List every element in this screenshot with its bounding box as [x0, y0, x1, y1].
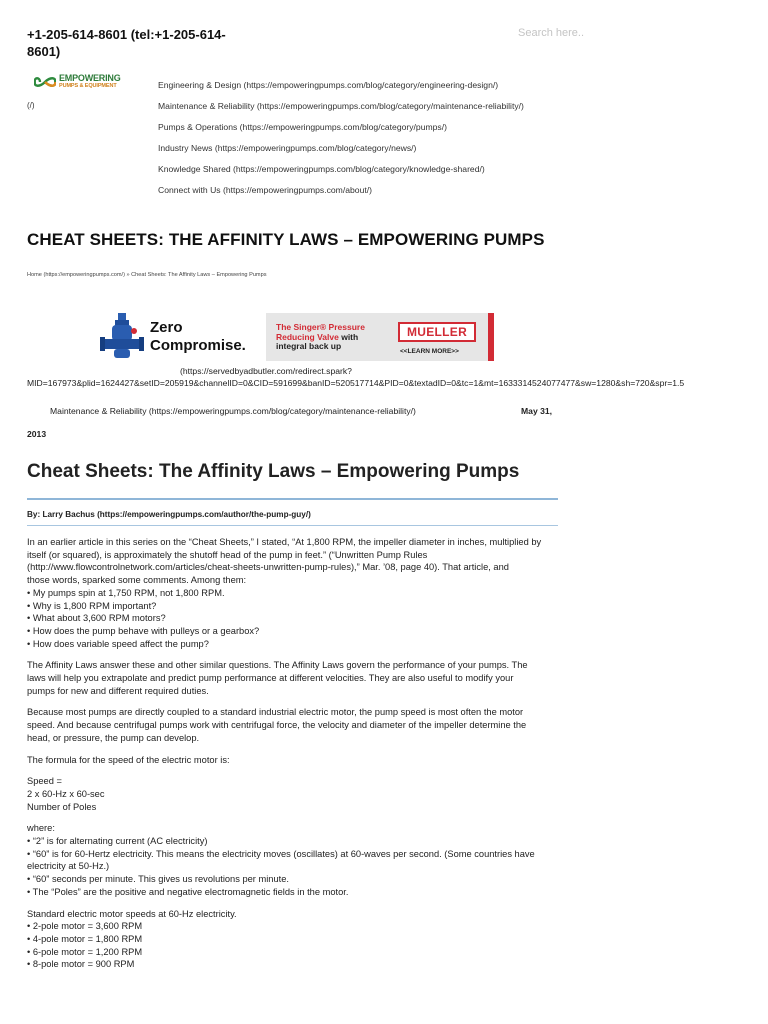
ad-headline-line-2: Compromise. [150, 337, 246, 354]
article-line: • How does the pump behave with pulleys or a gearbox? [27, 625, 260, 636]
article-line: • Why is 1,800 RPM important? [27, 600, 157, 611]
article-line: • What about 3,600 RPM motors? [27, 613, 166, 624]
article-line: • How does variable speed affect the pump? [27, 638, 209, 649]
article-paragraph [27, 706, 558, 744]
nav-item-industry-news[interactable]: Industry News (https://empoweringpumps.com/blog/category/news/) [158, 143, 417, 153]
post-date-year: 2013 [27, 429, 47, 439]
ad-singer-line-3: integral back up [276, 341, 342, 351]
article-line: 2 x 60-Hz x 60-sec [27, 788, 105, 799]
logo-line-1: EMPOWERING [59, 73, 121, 83]
ad-banner[interactable] [98, 309, 494, 363]
article-line: Number of Poles [27, 801, 97, 812]
article-line: laws will help you extrapolate and predict pump performance at different velocities. They are also useful to modify your [27, 673, 514, 684]
ad-singer-line-2a: Reducing Valve [276, 331, 339, 342]
post-category-link[interactable]: Maintenance & Reliability (https://empoweringpumps.com/blog/category/maintenance-reliability/) [50, 406, 416, 416]
article-paragraph [27, 775, 558, 813]
article-line: • “60” is for 60-Hertz electricity. This means the electricity moves (oscillates) at 60-waves per second. (Some countries have [27, 848, 535, 859]
site-logo[interactable] [34, 70, 134, 94]
article-paragraph [27, 536, 558, 650]
nav-item-connect-with-us[interactable]: Connect with Us (https://empoweringpumps.com/about/) [158, 185, 372, 195]
page-title: CHEAT SHEETS: THE AFFINITY LAWS – EMPOWERING PUMPS [27, 230, 545, 249]
article-line: itself (or squared), is approximately the shutoff head of the pump in feet.” (“Unwritten Pump Rules [27, 549, 428, 560]
article-line: • My pumps spin at 1,750 RPM, not 1,800 RPM. [27, 587, 225, 598]
infinity-logo-icon [34, 75, 56, 89]
ad-singer-line-1: The Singer® Pressure [276, 322, 365, 332]
ad-headline-line-1: Zero [150, 319, 183, 336]
logo-line-2: PUMPS & EQUIPMENT [59, 83, 117, 89]
article-line: pumps for new and different required duties. [27, 685, 209, 696]
ad-left-panel [98, 309, 266, 363]
article-line: head, or pressure, the pump can develop. [27, 732, 200, 743]
ad-singer-line-2b: with [338, 331, 359, 342]
ad-brand-logo: MUELLER [398, 322, 476, 342]
ad-link-url-1[interactable]: (https://servedbyadbutler.com/redirect.spark? [180, 366, 352, 376]
valve-icon [100, 311, 144, 361]
article-line: The Affinity Laws answer these and other similar questions. The Affinity Laws govern the performance of your pumps. The [27, 660, 528, 671]
article-line: • The “Poles” are the positive and negative electromagnetic fields in the motor. [27, 886, 349, 897]
author-byline[interactable]: By: Larry Bachus (https://empoweringpumps.com/author/the-pump-guy/) [27, 510, 311, 519]
article-line: electricity at 50-Hz.) [27, 861, 110, 872]
article-paragraph [27, 908, 558, 972]
ad-learn-more[interactable]: <<LEARN MORE>> [400, 348, 459, 355]
breadcrumb[interactable]: Home (https://empoweringpumps.com/) » Cheat Sheets: The Affinity Laws – Empowering Pumps [27, 272, 267, 278]
title-divider [27, 498, 558, 500]
article-line: • “60” seconds per minute. This gives us revolutions per minute. [27, 874, 289, 885]
search-input[interactable] [516, 22, 750, 44]
article-line: (http://www.flowcontrolnetwork.com/articles/cheat-sheets-unwritten-pump-rules),” Mar. ’08, page 40). That article, and [27, 562, 509, 573]
article-line: those words, sparked some comments. Among them: [27, 575, 247, 586]
article-paragraph [27, 659, 558, 697]
post-date: May 31, [521, 406, 553, 416]
home-link[interactable]: (/) [27, 101, 35, 110]
article-line: • 2-pole motor = 3,600 RPM [27, 921, 143, 932]
nav-item-pumps-operations[interactable]: Pumps & Operations (https://empoweringpumps.com/blog/category/pumps/) [158, 122, 447, 132]
byline-divider [27, 525, 558, 526]
ad-link-url-2[interactable]: MID=167973&plid=1624427&setID=205919&channelID=0&CID=591699&banID=520517714&PID=0&textadID=0&tc=1&mt=1633314524077477&sw=1280&sh=720&spr=1.5 [27, 378, 685, 388]
article-line: where: [27, 823, 55, 834]
article-line: speed. And because centrifugal pumps work with centrifugal force, the velocity and diameter of the impeller determine the [27, 720, 527, 731]
article-line: • 8-pole motor = 900 RPM [27, 959, 135, 970]
article-paragraph [27, 754, 558, 767]
article-line: Because most pumps are directly coupled to a standard industrial electric motor, the pump speed is most often the motor [27, 707, 524, 718]
nav-item-knowledge-shared[interactable]: Knowledge Shared (https://empoweringpumps.com/blog/category/knowledge-shared/) [158, 164, 485, 174]
article-line: Speed = [27, 776, 62, 787]
main-navigation [158, 80, 524, 206]
ad-right-panel [266, 313, 492, 361]
article-paragraph [27, 822, 558, 898]
nav-item-maintenance-reliability[interactable]: Maintenance & Reliability (https://empoweringpumps.com/blog/category/maintenance-reliability/) [158, 101, 524, 111]
article-title: Cheat Sheets: The Affinity Laws – Empowering Pumps [27, 461, 520, 482]
phone-link[interactable]: +1-205-614-8601 (tel:+1-205-614-8601) [27, 27, 226, 59]
article-line: • 4-pole motor = 1,800 RPM [27, 933, 143, 944]
nav-item-engineering-design[interactable]: Engineering & Design (https://empoweringpumps.com/blog/category/engineering-design/) [158, 80, 499, 90]
article-line: • 6-pole motor = 1,200 RPM [27, 946, 143, 957]
article-line: In an earlier article in this series on the “Cheat Sheets,” I stated, “At 1,800 RPM, the impeller diameter in inches, multiplied by [27, 537, 542, 547]
article-body [27, 536, 558, 980]
article-line: The formula for the speed of the electric motor is: [27, 754, 230, 765]
ad-accent-bar [488, 313, 494, 361]
article-line: • “2” is for alternating current (AC electricity) [27, 836, 208, 847]
article-line: Standard electric motor speeds at 60-Hz electricity. [27, 908, 237, 919]
